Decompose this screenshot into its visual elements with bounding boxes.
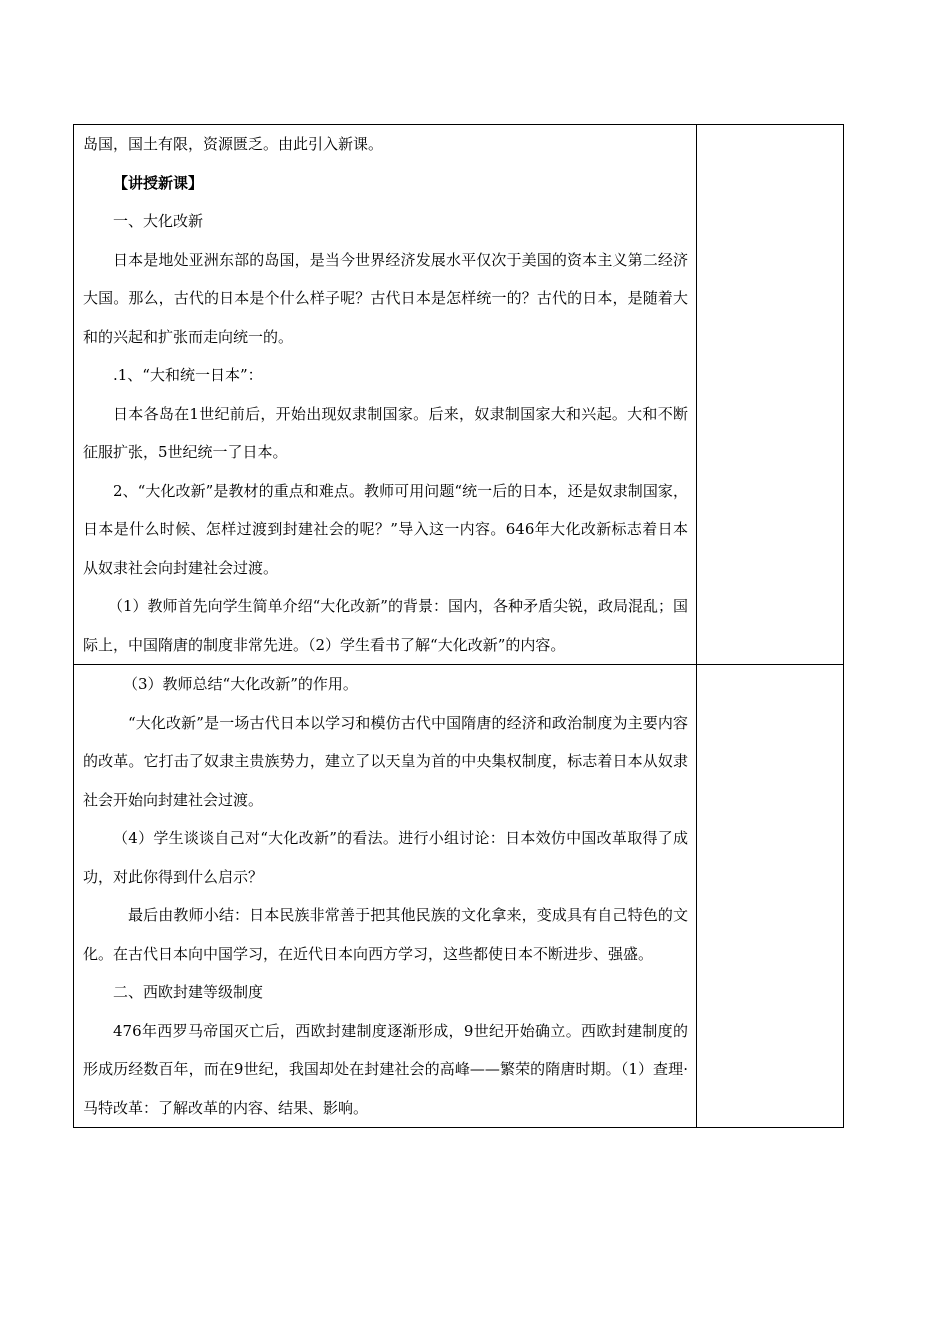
section-1-content <box>74 125 696 664</box>
main-content-cell <box>74 125 697 665</box>
heading-western-feudal: 二、西欧封建等级制度 <box>113 983 264 1001</box>
table-row <box>74 125 844 665</box>
subheading-yamato-unification: .1、“大和统一日本”： <box>113 366 263 384</box>
paragraph-intro-end: 岛国，国土有限，资源匮乏。由此引入新课。 <box>83 135 384 153</box>
paragraph-taika-background: （1）教师首先向学生简单介绍“大化改新”的背景：国内，各种矛盾尖锐，政局混乱；国际上，中国隋唐的制度非常先进。（2）学生看书了解“大化改新”的内容。 <box>83 597 688 654</box>
paragraph-japan-overview: 日本是地处亚洲东部的岛国，是当今世界经济发展水平仅次于美国的资本主义第二经济大国。那么，古代的日本是个什么样子呢？古代日本是怎样统一的？古代的日本，是随着大和的兴起和扩张而走向统一的。 <box>83 250 688 346</box>
table-row <box>74 665 844 1128</box>
paragraph-teacher-summary: 最后由教师小结：日本民族非常善于把其他民族的文化拿来，变成具有自己特色的文化。在古代日本向中国学习，在近代日本向西方学习，这些都使日本不断进步、强盛。 <box>83 906 688 963</box>
section-2-content <box>74 665 696 1127</box>
paragraph-taika-summary-intro: （3）教师总结“大化改新”的作用。 <box>123 675 358 693</box>
paragraph-taika-effect: “大化改新”是一场古代日本以学习和模仿古代中国隋唐的经济和政治制度为主要内容的改革。它打击了奴隶主贵族势力，建立了以天皇为首的中央集权制度，标志着日本从奴隶社会开始向封建社会过渡。 <box>83 713 688 809</box>
paragraph-western-feudal: 476年西罗马帝国灭亡后，西欧封建制度逐渐形成，9世纪开始确立。西欧封建制度的形成历经数百年，而在9世纪，我国却处在封建社会的高峰——繁荣的隋唐时期。（1）查理·马特改革：了解改革的内容、结果、影响。 <box>83 1021 688 1117</box>
paragraph-taika-focus: 2、“大化改新”是教材的重点和难点。教师可用问题“统一后的日本，还是奴隶制国家，日本是什么时候、怎样过渡到封建社会的呢？”导入这一内容。646年大化改新标志着日本从奴隶社会向封建社会过渡。 <box>83 481 688 577</box>
paragraph-yamato: 日本各岛在1世纪前后，开始出现奴隶制国家。后来，奴隶制国家大和兴起。大和不断征服扩张，5世纪统一了日本。 <box>83 404 688 461</box>
paragraph-student-discussion: （4）学生谈谈自己对“大化改新”的看法。进行小组讨论：日本效仿中国改革取得了成功，对此你得到什么启示？ <box>83 829 688 886</box>
main-content-cell <box>74 665 697 1128</box>
lesson-plan-table <box>73 124 844 1128</box>
notes-cell <box>697 665 844 1128</box>
heading-taika-reform: 一、大化改新 <box>113 212 204 230</box>
notes-cell <box>697 125 844 665</box>
heading-new-lesson: 【讲授新课】 <box>113 173 204 192</box>
